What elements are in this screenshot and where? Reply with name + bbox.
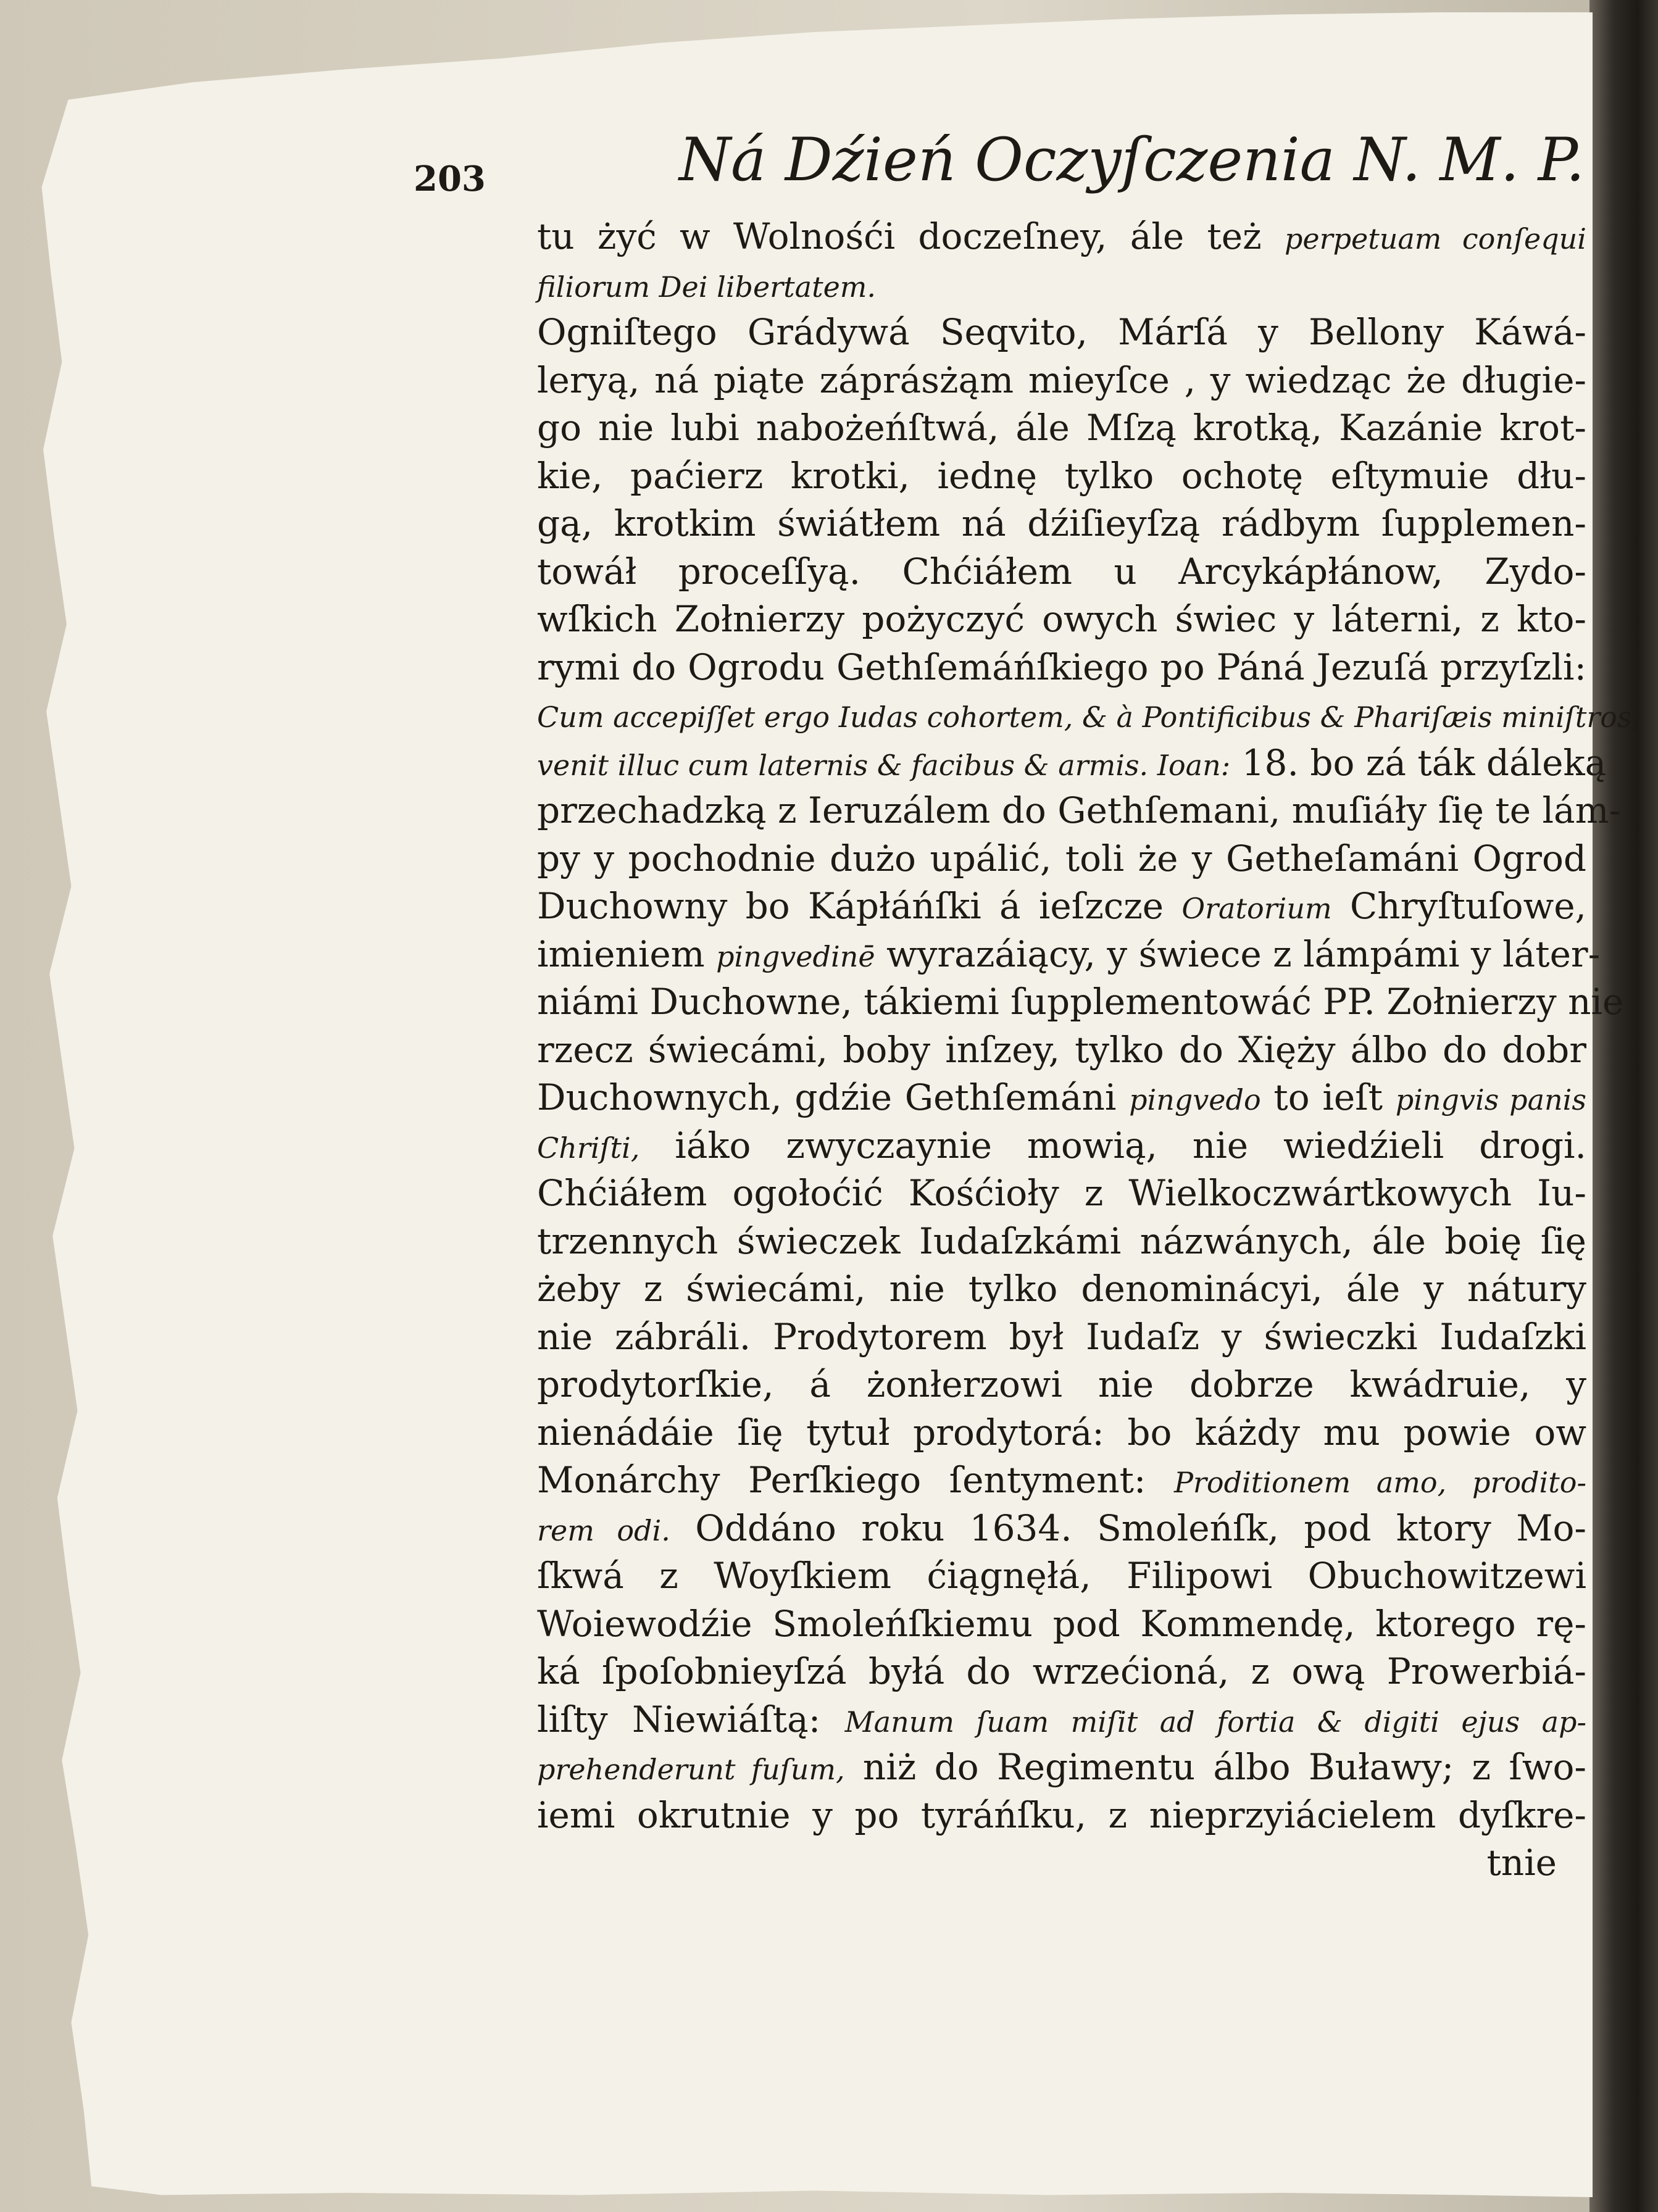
text-segment: liſty Niewiáſtą: (537, 1698, 845, 1740)
text-segment: iáko zwyczaynie mowią, nie wiedźieli drogi. (639, 1124, 1586, 1166)
text-segment: ká ſpoſobnieyſzá byłá do wrzećioná, z ową Prowerbiá- (537, 1650, 1586, 1692)
italic-text: Chriſti, (537, 1131, 640, 1165)
text-line (537, 1600, 1586, 1649)
italic-text: venit illuc cum laternis & facibus & armis. Ioan: (537, 748, 1231, 782)
text-line (537, 1457, 1586, 1505)
italic-text: prehenderunt fuſum, (537, 1753, 845, 1786)
italic-text: pingvedinē (716, 939, 875, 973)
text-line (537, 644, 1586, 692)
text-segment: go nie lubi nabożeńſtwá, ále Mſzą krotką, Kazánie krot- (537, 407, 1586, 449)
text-segment: prodytorſkie, á żonłerzowi nie dobrze kwádruie, y (537, 1363, 1586, 1405)
text-segment: Ogniſtego Grádywá Seqvito, Márſá y Bellony Káwá- (537, 311, 1586, 353)
catchword: tnie (1486, 1842, 1557, 1884)
italic-text: pingvis panis (1395, 1083, 1586, 1116)
text-line (537, 500, 1586, 548)
text-segment: gą, krotkim świátłem ná dźiſieyſzą rádbym ſupplemen- (537, 502, 1586, 544)
text-segment: Monárchy Perſkiego ſentyment: (537, 1459, 1174, 1501)
text-line (537, 1792, 1586, 1840)
text-segment: niámi Duchowne, tákiemi ſupplementowáć PP. Zołnierzy nie (537, 981, 1624, 1023)
text-line (537, 1026, 1586, 1075)
text-segment: Duchowny bo Kápłáńſki á ieſzcze (537, 885, 1182, 927)
italic-text: Proditionem amo, prodito- (1173, 1466, 1586, 1499)
text-line (537, 452, 1586, 501)
italic-text: perpetuam conſequi (1284, 222, 1586, 256)
text-line (537, 883, 1586, 931)
text-segment: rzecz świecámi, boby inſzey, tylko do Xięży álbo do dobr (537, 1028, 1586, 1071)
italic-text: Manum ſuam miſit ad fortia & digiti ejus ap- (844, 1705, 1586, 1739)
text-line (537, 931, 1601, 979)
text-segment: kie, paćierz krotki, iednę tylko ochotę eſtymuie dłu- (537, 454, 1586, 497)
text-segment: Chryſtuſowe, (1331, 885, 1586, 927)
text-segment: to ieſt (1260, 1076, 1396, 1118)
text-line (537, 404, 1586, 452)
book-spine (1589, 0, 1658, 2212)
text-line (537, 1409, 1586, 1457)
text-segment: niż do Regimentu álbo Buławy; z ſwo- (844, 1746, 1586, 1788)
text-line (537, 357, 1586, 405)
text-segment: przechadzką z Ieruzálem do Gethſemani, muſiáły ſię te lám- (537, 789, 1622, 831)
text-segment: trzennych świeczek Iudaſzkámi názwánych, ále boię ſię (537, 1220, 1586, 1262)
text-line (537, 835, 1586, 883)
text-line (537, 739, 1607, 788)
text-line (537, 1505, 1586, 1553)
text-segment: py y pochodnie dużo upálić, toli że y Getheſamáni Ogrod (537, 837, 1586, 879)
text-line (537, 691, 1641, 739)
text-line (537, 1313, 1586, 1362)
text-line (537, 1122, 1586, 1170)
text-segment: iemi okrutnie y po tyráńſku, z nieprzyiácielem dyſkre- (537, 1794, 1586, 1836)
text-line (537, 309, 1586, 357)
italic-text: pingvedo (1129, 1083, 1261, 1116)
page-number: 203 (414, 159, 486, 199)
text-segment: tu żyć w Wolnośći doczeſney, ále też (537, 215, 1285, 257)
text-line (537, 1074, 1586, 1122)
text-line (537, 1552, 1586, 1600)
page-text (414, 120, 1641, 1887)
text-line (537, 1744, 1586, 1792)
italic-text: Oratorium (1181, 892, 1332, 925)
running-head: Ná Dźień Oczyſczenia N. M. P. (679, 125, 1585, 194)
text-segment: imieniem (537, 933, 717, 975)
text-line (537, 548, 1586, 596)
text-segment: Duchownych, gdźie Gethſemáni (537, 1076, 1130, 1118)
text-segment: 18. bo zá ták dáleką (1230, 741, 1607, 784)
text-line (537, 596, 1586, 644)
italic-text: Cum accepiſſet ergo Iudas cohortem, & à Pontificibus & Phariſæis miniſtros, (537, 701, 1641, 734)
text-segment: towáł proceſſyą. Chćiáłem u Arcykápłánow, Zydo- (537, 550, 1586, 592)
text-segment: Oddáno roku 1634. Smoleńſk, pod ktory Mo- (670, 1507, 1586, 1549)
text-segment: nienádáie ſię tytuł prodytorá: bo káżdy mu powie ow (537, 1411, 1586, 1453)
text-segment: wſkich Zołnierzy pożyczyć owych świec y láterni, z kto- (537, 598, 1586, 640)
text-line (537, 1648, 1586, 1696)
text-line (537, 1265, 1586, 1313)
text-segment: Chćiáłem ogołoćić Kośćioły z Wielkoczwártkowych Iu- (537, 1172, 1586, 1214)
italic-text: filiorum Dei libertatem. (537, 270, 877, 304)
text-line (537, 213, 1586, 261)
text-segment: ſkwá z Woyſkiem ćiągnęłá, Filipowi Obuchowitzewi (537, 1555, 1586, 1597)
text-line (537, 978, 1624, 1026)
text-segment: Woiewodźie Smoleńſkiemu pod Kommendę, ktorego rę- (537, 1602, 1586, 1645)
text-line (537, 1170, 1586, 1218)
text-segment: leryą, ná piąte záprásżąm mieyſce , y wiedząc że długie- (537, 359, 1586, 401)
text-line (537, 1361, 1586, 1409)
text-segment: żeby z świecámi, nie tylko denominácyi, ále y nátury (537, 1268, 1586, 1310)
text-line (537, 1696, 1586, 1744)
text-line (537, 261, 1586, 309)
text-segment: wyrazáiący, y świece z lámpámi y láter- (875, 933, 1601, 975)
italic-text: rem odi. (537, 1513, 670, 1547)
text-segment: nie zábráli. Prodytorem był Iudaſz y świeczki Iudaſzki (537, 1315, 1586, 1358)
text-line (537, 1218, 1586, 1266)
body-text (537, 213, 1641, 1839)
text-line (537, 787, 1622, 835)
page-header (414, 120, 1586, 213)
text-segment: rymi do Ogrodu Gethſemáńſkiego po Páná Jezuſá przyſzli: (537, 646, 1586, 688)
